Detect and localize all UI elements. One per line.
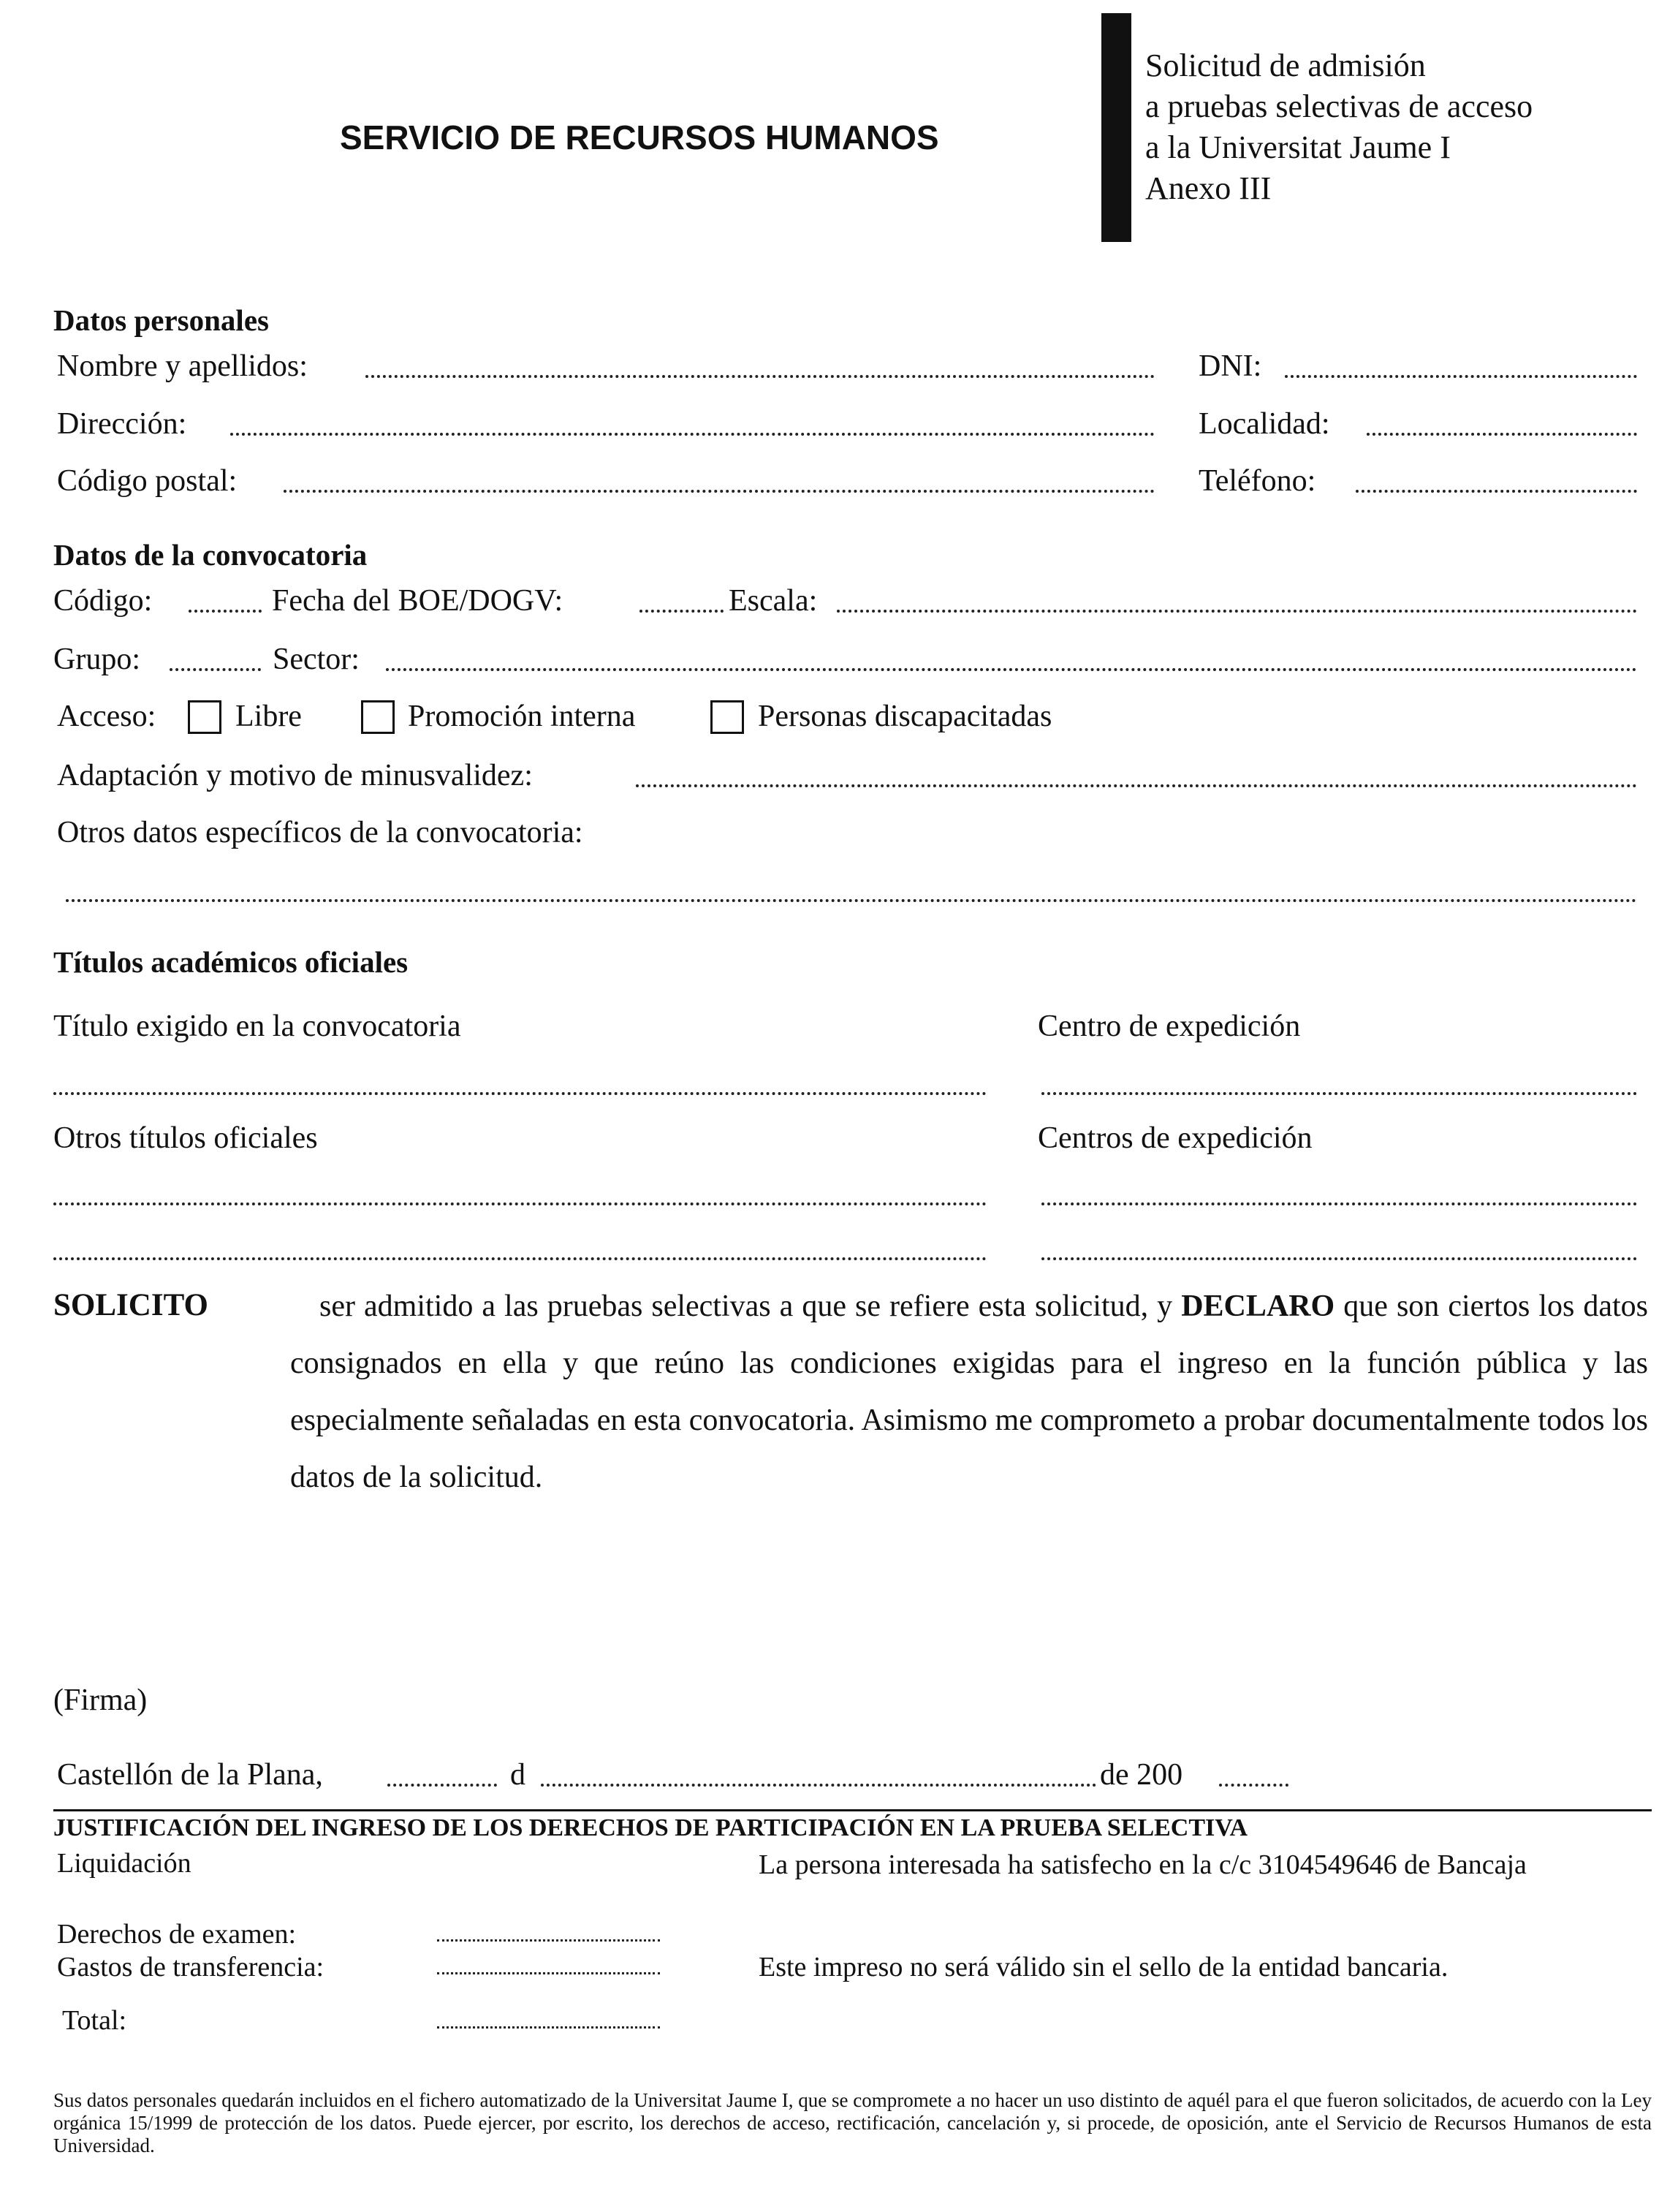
- service-title: SERVICIO DE RECURSOS HUMANOS: [340, 118, 939, 156]
- code-label: Código:: [53, 584, 153, 618]
- exam-fees-label: Derechos de examen:: [57, 1919, 297, 1950]
- other-titles-label: Otros títulos oficiales: [53, 1121, 318, 1155]
- call-data-heading: Datos de la convocatoria: [53, 538, 368, 572]
- form-title-line-1: Solicitud de admisión: [1145, 48, 1426, 83]
- signature-label: (Firma): [53, 1683, 148, 1717]
- total-field[interactable]: [437, 2026, 660, 2029]
- required-title-field[interactable]: [53, 1092, 987, 1095]
- request-text-before: ser admitido a las pruebas selectivas a que se refiere esta solicitud, y: [319, 1289, 1173, 1323]
- validity-text: Este impreso no será válido sin el sello de la entidad bancaria.: [759, 1952, 1449, 1982]
- name-label: Nombre y apellidos:: [57, 349, 308, 383]
- address-label: Dirección:: [57, 407, 187, 441]
- access-label: Acceso:: [57, 700, 156, 733]
- postal-code-field[interactable]: [284, 490, 1155, 493]
- access-disabled-label: Personas discapacitadas: [758, 700, 1052, 733]
- issuing-centers-field-1[interactable]: [1041, 1202, 1637, 1205]
- exam-fees-field[interactable]: [437, 1939, 660, 1942]
- issuing-center-field[interactable]: [1041, 1092, 1637, 1095]
- dni-label: DNI:: [1199, 349, 1262, 383]
- transfer-fees-label: Gastos de transferencia:: [57, 1952, 324, 1982]
- scale-label: Escala:: [729, 584, 818, 618]
- request-text-after: que son ciertos los datos consignados en ella y que reúno las condiciones exigidas para el ingreso en la función pública y las especialmente señaladas en esta convocatoria. Asimismo me comprometo a probar documentalmente todos los datos de la solicitud.: [290, 1289, 1649, 1494]
- sector-label: Sector:: [273, 643, 360, 676]
- other-titles-field-1[interactable]: [53, 1202, 987, 1205]
- signature-d: d: [510, 1758, 525, 1792]
- issuing-centers-field-2[interactable]: [1041, 1257, 1637, 1260]
- form-title-line-4: Anexo III: [1145, 170, 1272, 206]
- signature-year-prefix: de 200: [1100, 1758, 1183, 1792]
- form-title-line-3: a la Universitat Jaume I: [1145, 129, 1451, 165]
- dni-field[interactable]: [1285, 375, 1637, 378]
- signature-day-field[interactable]: [387, 1784, 497, 1787]
- payment-separator: [53, 1809, 1652, 1811]
- city-field[interactable]: [1367, 433, 1637, 436]
- signature-place: Castellón de la Plana,: [57, 1758, 323, 1792]
- liquidation-label: Liquidación: [57, 1848, 191, 1879]
- declare-keyword: DECLARO: [1181, 1289, 1335, 1323]
- titles-heading: Títulos académicos oficiales: [53, 945, 409, 979]
- issuing-centers-label: Centros de expedición: [1038, 1121, 1313, 1155]
- access-internal-label: Promoción interna: [408, 700, 636, 733]
- date-label: Fecha del BOE/DOGV:: [272, 584, 563, 618]
- form-title-line-2: a pruebas selectivas de acceso: [1145, 88, 1533, 124]
- access-disabled-checkbox[interactable]: [710, 700, 744, 734]
- issuing-center-label: Centro de expedición: [1038, 1010, 1301, 1043]
- scale-field[interactable]: [837, 610, 1637, 613]
- signature-month-field[interactable]: [541, 1784, 1096, 1787]
- access-free-checkbox[interactable]: [188, 700, 221, 734]
- request-keyword: SOLICITO: [53, 1288, 208, 1322]
- postal-code-label: Código postal:: [57, 464, 238, 498]
- personal-data-heading: Datos personales: [53, 303, 269, 337]
- adaptation-field[interactable]: [636, 784, 1637, 787]
- adaptation-label: Adaptación y motivo de minusvalidez:: [57, 759, 533, 792]
- date-field[interactable]: [639, 610, 724, 613]
- phone-field[interactable]: [1356, 490, 1637, 493]
- transfer-fees-field[interactable]: [437, 1972, 660, 1974]
- other-call-data-label: Otros datos específicos de la convocatoria:: [57, 816, 583, 849]
- privacy-notice: Sus datos personales quedarán incluidos en el fichero automatizado de la Universitat Jaume I, que se compromete a no hacer un uso distinto de aquél para el que fueron solicitados, de acuerdo con la Ley orgánica 15/1999 de protección de los datos. Puede ejercer, por escrito, los derechos de acceso, rectificación, cancelación y, si procede, de oposición, ante el Servicio de Recursos Humanos de esta Universidad.: [53, 2089, 1652, 2156]
- address-field[interactable]: [230, 433, 1155, 436]
- payment-heading: JUSTIFICACIÓN DEL INGRESO DE LOS DERECHOS DE PARTICIPACIÓN EN LA PRUEBA SELECTIVA: [53, 1814, 1248, 1841]
- other-titles-field-2[interactable]: [53, 1257, 987, 1260]
- access-internal-checkbox[interactable]: [361, 700, 395, 734]
- access-free-label: Libre: [235, 700, 302, 733]
- required-title-label: Título exigido en la convocatoria: [53, 1010, 461, 1043]
- phone-label: Teléfono:: [1199, 464, 1316, 498]
- signature-year-field[interactable]: [1219, 1784, 1288, 1787]
- code-field[interactable]: [189, 610, 262, 613]
- group-label: Grupo:: [53, 643, 140, 676]
- bank-text: La persona interesada ha satisfecho en la c/c 3104549646 de Bancaja: [759, 1849, 1527, 1880]
- request-paragraph: [290, 1278, 1648, 1506]
- sector-field[interactable]: [386, 668, 1637, 671]
- city-label: Localidad:: [1199, 407, 1330, 441]
- other-call-data-field[interactable]: [66, 899, 1637, 902]
- group-field[interactable]: [170, 668, 261, 671]
- name-field[interactable]: [365, 375, 1155, 378]
- total-label: Total:: [62, 2005, 127, 2036]
- header-black-bar: [1101, 13, 1131, 242]
